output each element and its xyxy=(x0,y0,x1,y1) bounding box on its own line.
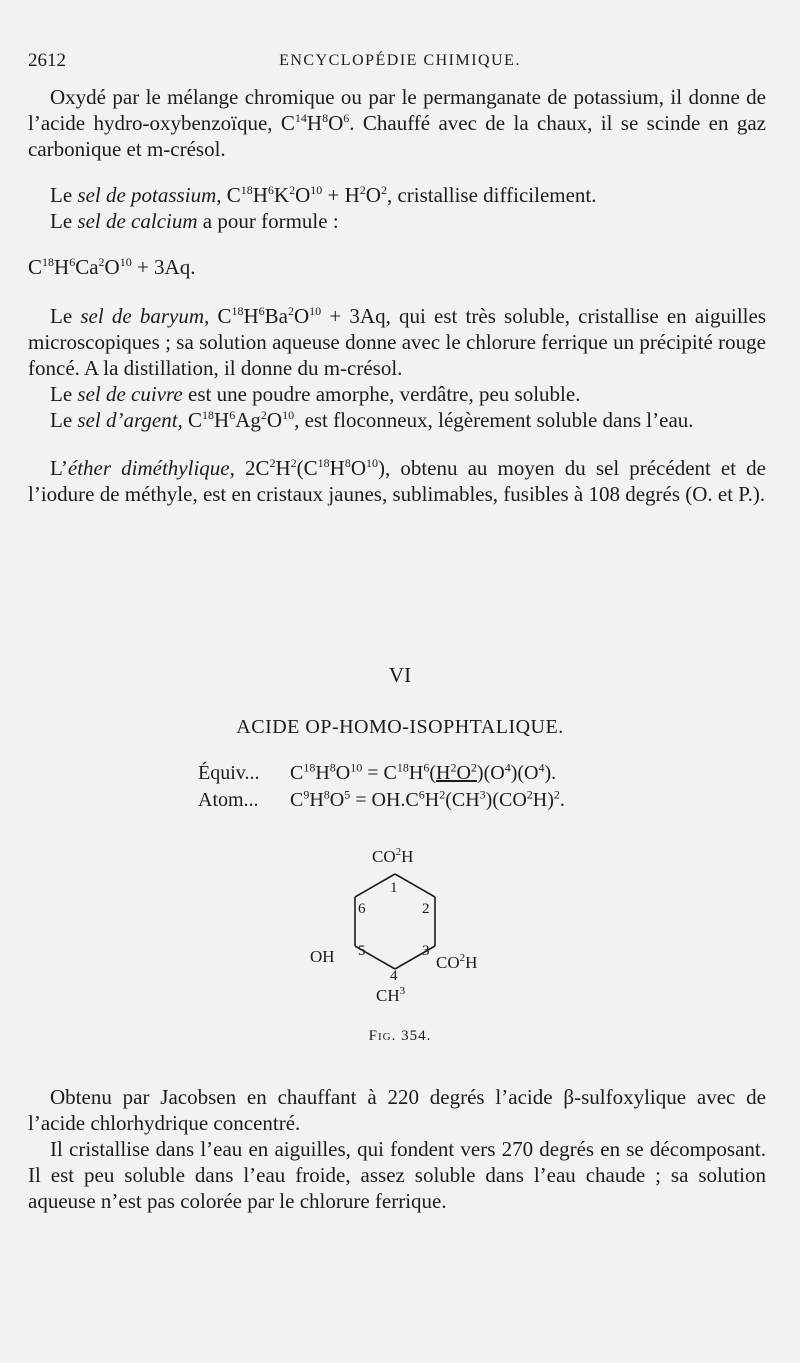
paragraph-copper-salt: Le sel de cuivre est une poudre amorphe, verdâtre, peu soluble. xyxy=(50,382,581,406)
formula-equiv: Équiv... $C^{18}H^8O^{10} = C^{18}H^6(H^2O^2)(O^4)(O^4)$. xyxy=(198,760,557,784)
paragraph-calcium-salt: Le sel de calcium a pour formule : xyxy=(50,209,339,233)
paragraph-barium-salt: Le sel de baryum, $C^{18}H^6Ba^2O^{10} + 3Aq$, qui est très soluble, cristallise en aiguilles microscopiques ; sa solution aqueuse donne avec le chlorure ferrique un précipité rouge foncé. A la distillation, il donne du m-crésol. xyxy=(28,304,766,380)
paragraph-dimethyl-ether: L’éther diméthylique, $2C^2H^2(C^{18}H^8O^{10})$, obtenu au moyen du sel précédent et de l’iodure de méthyle, est en cristaux jaunes, sublimables, fusibles à 108 degrés (O. et P.). xyxy=(28,456,767,506)
substituent-top: $CO^2H$ xyxy=(372,846,414,866)
ring-position-6: 6 xyxy=(358,901,366,917)
ring-bond xyxy=(395,874,435,897)
page-header xyxy=(28,50,772,72)
text-block-bottom xyxy=(28,1084,766,1214)
substituent-left: OH xyxy=(310,947,335,966)
formula-atom: Atom... $C^9H^8O^5 = OH.C^6H^2(CH^3)(CO^2H)^2$. xyxy=(198,787,565,811)
benzene-ring-figure xyxy=(290,840,510,1020)
paragraph-silver-salt: Le sel d’argent, $C^{18}H^6Ag^2O^{10}$, est floconneux, légèrement soluble dans l’eau. xyxy=(50,408,694,432)
page-number: 2612 xyxy=(28,50,66,71)
ring-position-2: 2 xyxy=(422,901,430,917)
section-number: VI xyxy=(388,663,412,687)
paragraph-oxidation: Oxydé par le mélange chromique ou par le permanganate de potassium, il donne de l’acide hydro-oxybenzoïque, $C^{14}H^8O^6$. Chauffé avec de la chaux, il se scinde en gaz carbonique et m-crésol. xyxy=(28,85,767,161)
paragraph-preparation: Obtenu par Jacobsen en chauffant à 220 degrés l’acide β-sulfoxylique avec de l’acide chlorhydrique concentré. xyxy=(28,1085,766,1135)
ring-position-1: 1 xyxy=(390,880,398,896)
section-title: ACIDE OP-HOMO-ISOPHTALIQUE. xyxy=(236,716,564,738)
paragraph-properties: Il cristallise dans l’eau en aiguilles, qui fondent vers 270 degrés en se décomposant. Il est peu soluble dans l’eau froide, assez soluble dans l’eau chaude ; sa solution aqueuse n’est pas colorée par le chlorure ferrique. xyxy=(28,1137,766,1213)
ring-position-5: 5 xyxy=(358,943,366,959)
paragraph-potassium-salt: Le sel de potassium, $C^{18}H^6K^2O^{10} + H^2O^2$, cristallise difficilement. xyxy=(50,183,597,207)
substituent-bottom: $CH^3$ xyxy=(376,985,406,1005)
text-block-top xyxy=(28,84,766,507)
running-title: ENCYCLOPÉDIE CHIMIQUE. xyxy=(279,52,521,69)
ring-position-3: 3 xyxy=(422,943,430,959)
ring-position-4: 4 xyxy=(390,968,398,984)
ring-bond xyxy=(355,874,395,897)
formula-calcium: $C^{18}H^6Ca^2O^{10} + 3Aq$. xyxy=(28,255,196,279)
substituent-right: $CO^2H$ xyxy=(436,952,478,972)
figure-caption: Fig. 354. xyxy=(368,1028,432,1044)
